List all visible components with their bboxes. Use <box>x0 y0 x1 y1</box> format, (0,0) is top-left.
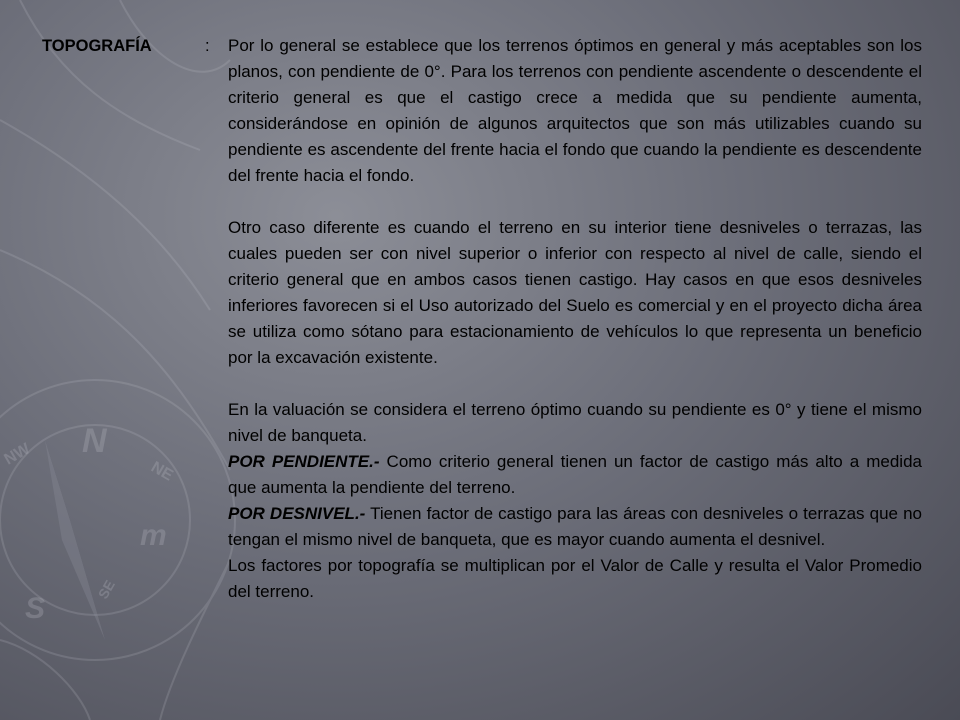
contour-line <box>0 120 210 310</box>
criterion-level-lead: POR DESNIVEL.- <box>228 504 366 523</box>
paragraph-optimal-terrain: En la valuación se considera el terreno óptimo cuando su pendiente es 0° y tiene el mismo nivel de banqueta. <box>228 400 922 445</box>
paragraph-terraces: Otro caso diferente es cuando el terreno en su interior tiene desniveles o terrazas, las cuales pueden ser con nivel superior o inferior con respecto al nivel de calle, siendo el criterio general que en ambos casos tienen castigo. Hay casos en que esos desniveles inferiores favorecen si el Uso autorizado del Suelo es comercial y en el proyecto dicha área se utiliza como sótano para estacionamiento de vehículos lo que representa un beneficio por la excavación existente. <box>228 218 922 367</box>
criterion-level <box>228 501 922 553</box>
compass-needle-light <box>45 440 105 640</box>
section-heading: TOPOGRAFÍA <box>42 37 152 55</box>
heading-separator: : <box>205 37 210 55</box>
criterion-slope-text: Como criterio general tienen un factor de castigo más alto a medida que aumenta la pendiente del terreno. <box>228 452 922 497</box>
compass-letter-n: N <box>82 422 107 460</box>
criterion-slope-lead: POR PENDIENTE.- <box>228 452 380 471</box>
compass-letter-m: m <box>140 519 167 552</box>
contour-line <box>20 0 200 150</box>
compass-letter-s: S <box>25 592 46 625</box>
contour-line <box>0 640 90 720</box>
body-text <box>228 33 922 605</box>
paragraph-flat-terrain: Por lo general se establece que los terrenos óptimos en general y más aceptables son los planos, con pendiente de 0°. Para los terrenos con pendiente ascendente o descendente el criterio general es que el castigo crece a medida que su pendiente aumenta, considerándose en opinión de algunos arquitectos que son más utilizables cuando su pendiente es ascendente del frente hacia el fondo que cuando la pendiente es descendente del frente hacia el fondo. <box>228 36 922 185</box>
paragraph-closing: Los factores por topografía se multiplican por el Valor de Calle y resulta el Valor Promedio del terreno. <box>228 556 922 601</box>
contour-line <box>0 250 230 470</box>
criterion-slope <box>228 449 922 501</box>
criterion-level-text: Tienen factor de castigo para las áreas con desniveles o terrazas que no tengan el mismo nivel de banqueta, que es mayor cuando aumenta el desnivel. <box>228 504 923 549</box>
compass-letter-ne: NE <box>148 458 176 485</box>
compass-letter-se: SE <box>94 577 118 602</box>
compass-letter-nw: NW <box>1 440 34 469</box>
